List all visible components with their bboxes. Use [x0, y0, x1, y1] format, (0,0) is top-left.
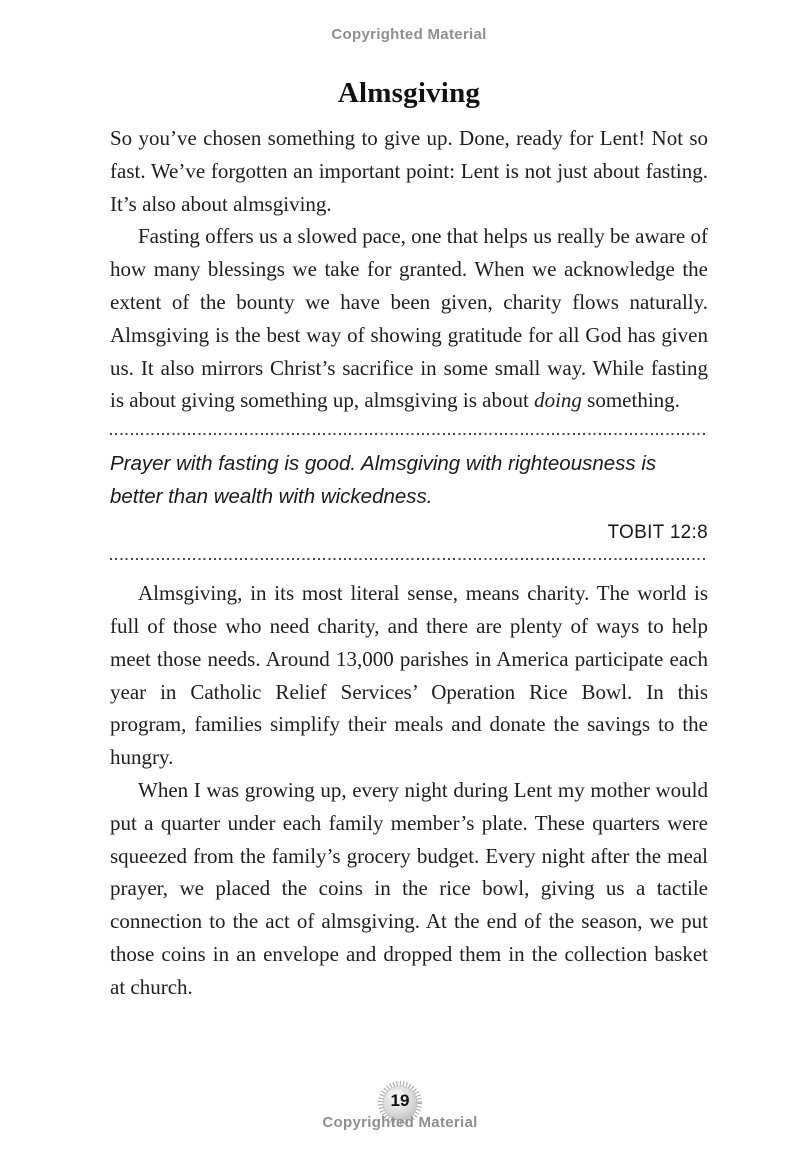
- page-number: 19: [390, 1091, 410, 1110]
- paragraph-2-text-after: something.: [581, 388, 680, 413]
- paragraph-2-text-before: Fasting offers us a slowed pace, one that helps us really be aware of how many blessings we take for granted. When we acknowledge the extent of the bounty we have been given, charity flows naturally. Almsgiving is the best way of showing gratitude for all God has given us. It also mirrors Christ’s sacrifice in some small way. While fasting is about giving something up, almsgiving is about: [110, 224, 708, 413]
- body-paragraph-2: [110, 220, 708, 417]
- paragraph-2-italic-word: doing: [534, 388, 582, 413]
- body-paragraph-4: When I was growing up, every night during Lent my mother would put a quarter under each family member’s plate. These quarters were squeezed from the family’s grocery budget. Every night after the meal prayer, we placed the coins in the rice bowl, giving us a tactile connection to the act of almsgiving. At the end of the season, we put those coins in an envelope and dropped them in the collection basket at church.: [110, 777, 708, 999]
- body-text-continued: [110, 577, 708, 1003]
- top-copyright-notice: Copyrighted Material: [331, 26, 487, 43]
- scripture-quote-attribution: TOBIT 12:8: [607, 522, 708, 544]
- body-paragraph-1: So you’ve chosen something to give up. Done, ready for Lent! Not so fast. We’ve forgotten an important point: Lent is not just about fasting. It’s also about almsgiving.: [110, 126, 708, 216]
- quote-inner: [110, 435, 708, 558]
- page-footer: [0, 1080, 800, 1131]
- bottom-copyright-notice: Copyrighted Material: [322, 1114, 478, 1131]
- body-paragraph-3: Almsgiving, in its most literal sense, means charity. The world is full of those who need charity, and there are plenty of ways to help meet those needs. Around 13,000 parishes in America participate each year in Catholic Relief Services’ Operation Rice Bowl. In this program, families simplify their meals and donate the savings to the hungry.: [110, 581, 708, 770]
- scripture-quote-block: [110, 433, 708, 560]
- body-text: [110, 122, 708, 417]
- quote-bottom-divider: [110, 558, 708, 560]
- chapter-title: Almsgiving: [337, 77, 481, 109]
- scripture-quote-text: Prayer with fasting is good. Almsgiving with righteousness is better than wealth with wickedness.: [110, 452, 657, 509]
